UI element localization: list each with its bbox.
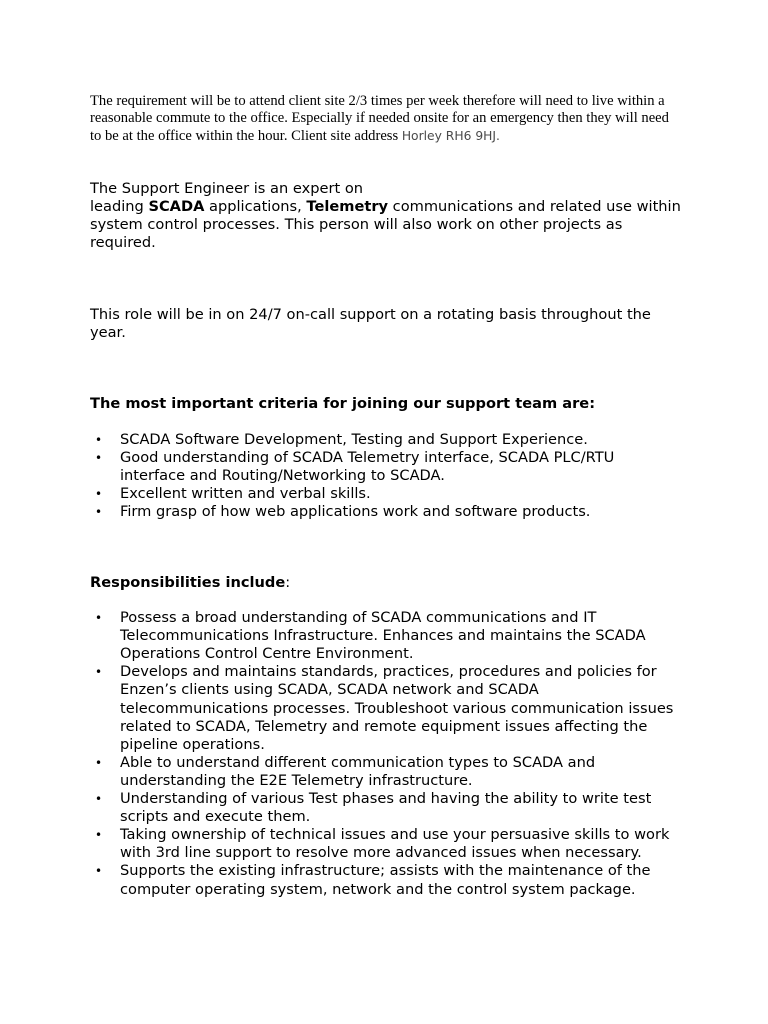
criteria-heading <box>90 395 682 413</box>
list-item-text: Firm grasp of how web applications work and software products. <box>120 502 591 520</box>
list-item-text: Able to understand different communication types to SCADA and understanding the E2E Telemetry infrastructure. <box>120 753 596 789</box>
list-item <box>90 862 678 898</box>
responsibilities-list <box>90 609 682 899</box>
list-item <box>90 609 678 663</box>
bullet-icon: • <box>95 665 103 680</box>
bullet-icon: • <box>95 450 103 465</box>
support-apps: applications, <box>204 197 307 215</box>
list-item-text: Taking ownership of technical issues and use your persuasive skills to work with 3rd line support to resolve more advanced issues when necessary. <box>120 826 670 862</box>
list-item-text: Understanding of various Test phases and having the ability to write test scripts and execute them. <box>120 790 652 826</box>
responsibilities-colon: : <box>285 574 291 592</box>
list-item-text: SCADA Software Development, Testing and Support Experience. <box>120 430 588 448</box>
list-item-text: Develops and maintains standards, practices, procedures and policies for Enzen’s clients using SCADA, SCADA network and SCADA telecommunications processes. Troubleshoot various communication issues related to SCADA, Telemetry and remote equipment issues affecting the pipeline operations. <box>120 663 674 753</box>
list-item <box>90 503 682 521</box>
support-rest: communications and related use within system control processes. This person will also work on other projects as required. <box>90 197 681 252</box>
bullet-icon: • <box>95 432 103 447</box>
bullet-icon: • <box>95 755 103 770</box>
responsibilities-heading <box>90 574 682 592</box>
list-item-text: Excellent written and verbal skills. <box>120 484 371 502</box>
list-item-text: Good understanding of SCADA Telemetry interface, SCADA PLC/RTU interface and Routing/Networking to SCADA. <box>120 448 615 484</box>
intro-text: The requirement will be to attend client site 2/3 times per week therefore will need to live within a reasonable commute to the office. Especially if needed onsite for an emergency then they will need to be at the office within the hour. Client site address <box>90 93 669 144</box>
list-item <box>90 754 678 790</box>
bullet-icon: • <box>95 504 103 519</box>
support-line1: The Support Engineer is an expert on <box>90 179 364 197</box>
responsibilities-heading-text: Responsibilities include <box>90 574 286 592</box>
list-item <box>90 790 678 826</box>
document-page <box>90 93 682 899</box>
list-item <box>90 485 682 503</box>
support-paragraph <box>90 180 682 252</box>
list-item <box>90 449 682 485</box>
telemetry-term: Telemetry <box>306 197 389 215</box>
list-item-text: Supports the existing infrastructure; assists with the maintenance of the computer operating system, network and the control system package. <box>120 862 651 898</box>
intro-paragraph <box>90 93 682 145</box>
list-item-text: Possess a broad understanding of SCADA communications and IT Telecommunications Infrastructure. Enhances and maintains the SCADA Operations Control Centre Environment. <box>120 609 646 663</box>
bullet-icon: • <box>95 828 103 843</box>
bullet-icon: • <box>95 792 103 807</box>
client-address: Horley RH6 9HJ. <box>401 128 500 143</box>
bullet-icon: • <box>95 611 103 626</box>
list-item <box>90 663 678 753</box>
criteria-list <box>90 431 682 521</box>
oncall-paragraph: This role will be in on 24/7 on-call support on a rotating basis throughout the year. <box>90 306 651 342</box>
criteria-heading-text: The most important criteria for joining our support team are: <box>90 395 596 413</box>
support-leading: leading <box>90 197 149 215</box>
list-item <box>90 431 682 449</box>
bullet-icon: • <box>95 864 103 879</box>
bullet-icon: • <box>95 486 103 501</box>
list-item <box>90 826 678 862</box>
scada-term: SCADA <box>148 197 205 215</box>
